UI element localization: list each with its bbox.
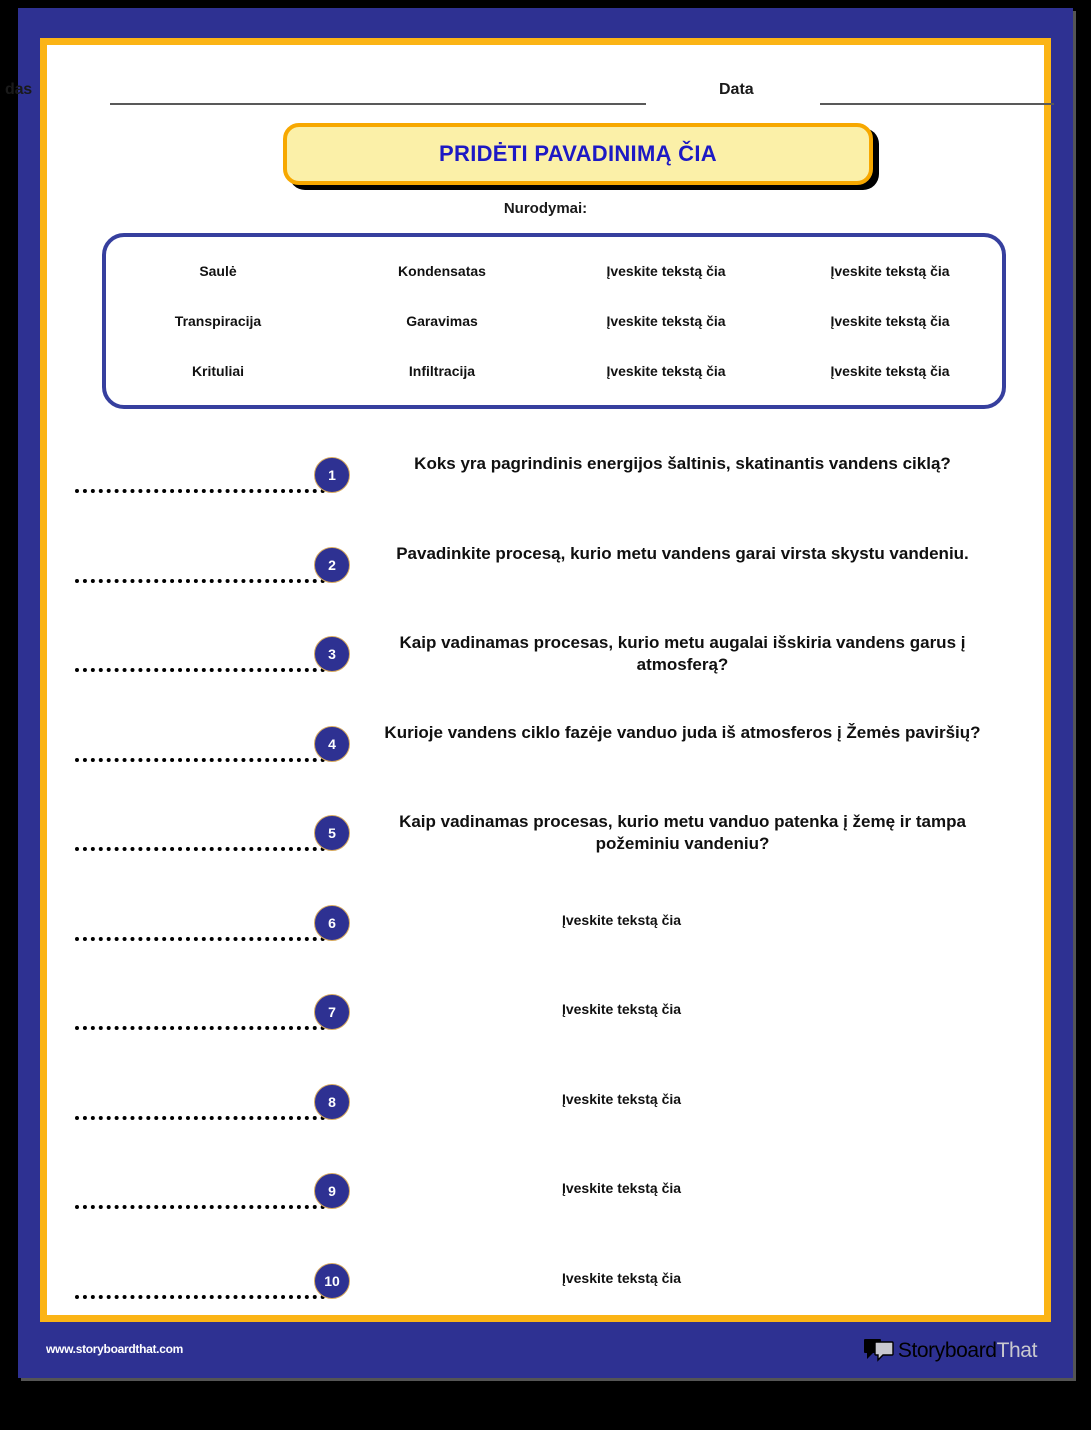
name-label: das (5, 81, 32, 98)
answer-line[interactable] (75, 668, 325, 672)
answer-line[interactable] (75, 579, 325, 583)
question-text[interactable]: Kaip vadinamas procesas, kurio metu augalai išskiria vandens garus į atmosferą? (399, 633, 966, 675)
word-bank-row (106, 346, 1002, 396)
question-text[interactable]: Įveskite tekstą čia (561, 1001, 682, 1017)
question-row (47, 1062, 1044, 1152)
word-bank-cell[interactable]: Infiltracija (408, 363, 476, 379)
word-bank-cell[interactable]: Įveskite tekstą čia (606, 363, 726, 379)
question-number-badge: 10 (314, 1263, 350, 1299)
worksheet-title: PRIDĖTI PAVADINIMĄ ČIA (439, 141, 717, 166)
question-row (47, 793, 1044, 883)
question-row (47, 883, 1044, 973)
question-text[interactable]: Kurioje vandens ciklo fazėje vanduo juda iš atmosferos į Žemės paviršių? (384, 722, 981, 742)
question-number-badge: 8 (314, 1084, 350, 1120)
answer-line[interactable] (75, 937, 325, 941)
answer-line[interactable] (75, 847, 325, 851)
word-bank-cell[interactable]: Krituliai (191, 363, 245, 379)
question-number-badge: 6 (314, 905, 350, 941)
worksheet-sheet (5, 45, 1044, 1315)
worksheet-page (5, 8, 1073, 1378)
question-text[interactable]: Įveskite tekstą čia (561, 1090, 682, 1107)
word-bank-cell[interactable]: Įveskite tekstą čia (830, 263, 950, 279)
question-text[interactable]: Įveskite tekstą čia (561, 1180, 682, 1196)
question-row (47, 435, 1044, 525)
logo-wordmark (898, 1340, 1037, 1361)
speech-bubble-icon (864, 1337, 894, 1363)
answer-line[interactable] (75, 1116, 325, 1120)
word-bank-cell[interactable]: Įveskite tekstą čia (830, 363, 950, 379)
worksheet-header (5, 77, 1044, 111)
question-number-badge: 5 (314, 815, 350, 851)
question-row (47, 1241, 1044, 1331)
answer-line[interactable] (75, 1026, 325, 1030)
answer-line[interactable] (75, 489, 325, 493)
word-bank-row (106, 296, 1002, 346)
storyboardthat-logo[interactable] (864, 1335, 1037, 1365)
date-label: Data (719, 81, 754, 98)
question-row (47, 972, 1044, 1062)
word-bank-cell[interactable]: Transpiracija (174, 313, 262, 329)
question-number-badge: 9 (314, 1173, 350, 1209)
word-bank-cell[interactable]: Įveskite tekstą čia (830, 313, 950, 329)
logo-text-secondary: That (996, 1338, 1037, 1362)
title-banner[interactable] (283, 123, 873, 185)
word-bank-cell[interactable]: Įveskite tekstą čia (606, 263, 726, 279)
worksheet-footer (40, 1322, 1051, 1378)
answer-line[interactable] (75, 758, 325, 762)
question-number-badge: 7 (314, 994, 350, 1030)
word-bank-cell[interactable]: Įveskite tekstą čia (606, 313, 726, 329)
footer-url[interactable]: www.storyboardthat.com (46, 1342, 183, 1356)
question-number-badge: 3 (314, 636, 350, 672)
word-bank-cell[interactable]: Garavimas (406, 313, 478, 329)
title-banner-box[interactable] (283, 123, 873, 185)
question-row (47, 525, 1044, 615)
question-number-badge: 1 (314, 457, 350, 493)
word-bank-row (106, 246, 1002, 296)
answer-line[interactable] (75, 1295, 325, 1299)
question-text[interactable]: Koks yra pagrindinis energijos šaltinis, skatinantis vandens ciklą? (414, 454, 951, 473)
question-text[interactable]: Įveskite tekstą čia (561, 1269, 682, 1286)
word-bank-cell[interactable]: Kondensatas (398, 263, 486, 279)
question-row (47, 704, 1044, 794)
name-input-rule[interactable] (110, 103, 646, 105)
question-list (47, 435, 1044, 1330)
worksheet-content-frame (5, 38, 1051, 1322)
question-text[interactable]: Įveskite tekstą čia (561, 911, 682, 928)
question-row (47, 614, 1044, 704)
question-text[interactable]: Kaip vadinamas procesas, kurio metu vanduo patenka į žemę ir tampa požeminiu vandeniu? (399, 812, 966, 854)
answer-line[interactable] (75, 1205, 325, 1209)
word-bank (102, 233, 1006, 409)
question-number-badge: 4 (314, 726, 350, 762)
word-bank-cell[interactable]: Saulė (199, 263, 237, 279)
logo-text-primary: Storyboard (897, 1338, 997, 1362)
question-text[interactable]: Pavadinkite procesą, kurio metu vandens garai virsta skystu vandeniu. (396, 543, 969, 563)
question-row (47, 1151, 1044, 1241)
date-input-rule[interactable] (820, 103, 1054, 105)
question-number-badge: 2 (314, 547, 350, 583)
instructions-label: Nurodymai: (503, 200, 588, 217)
